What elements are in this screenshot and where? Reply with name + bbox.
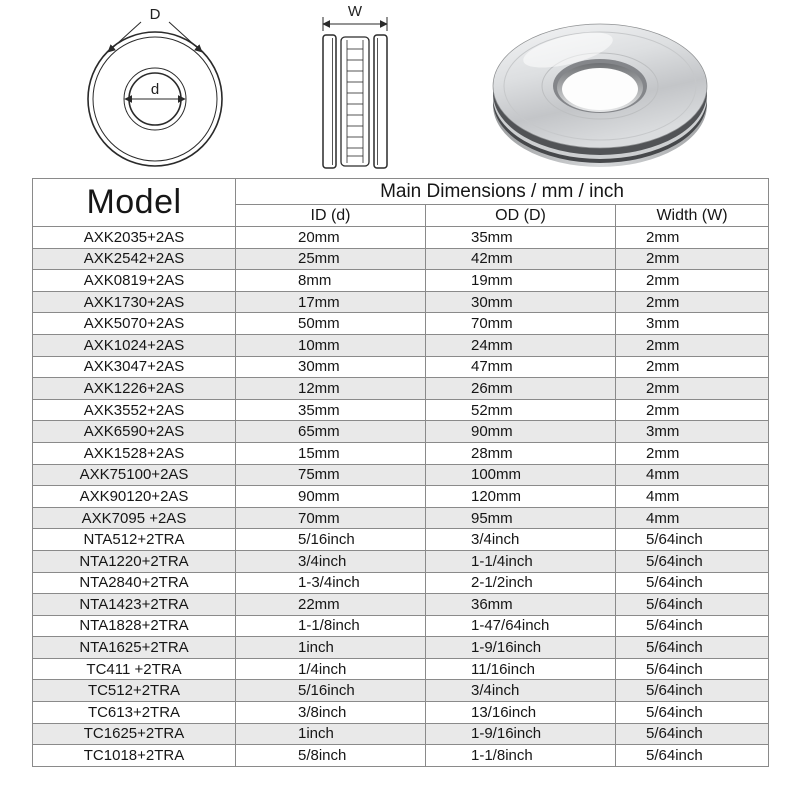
dimension-cell: 5/16inch: [236, 680, 426, 702]
model-cell: AXK1024+2AS: [33, 334, 236, 356]
dimension-cell: 30mm: [426, 291, 616, 313]
dimension-cell: 90mm: [236, 486, 426, 508]
dimension-cell: 75mm: [236, 464, 426, 486]
dimension-cell: 42mm: [426, 248, 616, 270]
dimension-cell: 15mm: [236, 442, 426, 464]
model-cell: NTA2840+2TRA: [33, 572, 236, 594]
table-row: [33, 550, 769, 572]
model-cell: AXK3552+2AS: [33, 399, 236, 421]
dimension-cell: 5/64inch: [616, 637, 769, 659]
dimension-cell: 4mm: [616, 507, 769, 529]
model-cell: AXK1528+2AS: [33, 442, 236, 464]
table-row: [33, 594, 769, 616]
dimension-cell: 5/64inch: [616, 572, 769, 594]
dimension-cell: 17mm: [236, 291, 426, 313]
dimension-cell: 11/16inch: [426, 658, 616, 680]
dimension-cell: 52mm: [426, 399, 616, 421]
table-row: [33, 227, 769, 249]
model-cell: AXK3047+2AS: [33, 356, 236, 378]
table-row: [33, 356, 769, 378]
dimension-cell: 2mm: [616, 378, 769, 400]
dimension-cell: 36mm: [426, 594, 616, 616]
column-header-od: OD (D): [426, 205, 616, 227]
table-row: [33, 507, 769, 529]
bearing-photo: [478, 2, 724, 176]
dimension-cell: 30mm: [236, 356, 426, 378]
dimension-cell: 70mm: [236, 507, 426, 529]
model-cell: NTA1828+2TRA: [33, 615, 236, 637]
dimension-cell: 1-9/16inch: [426, 723, 616, 745]
roller-cage: [341, 37, 369, 166]
dimension-cell: 2mm: [616, 442, 769, 464]
dimension-cell: 1-1/8inch: [426, 745, 616, 767]
model-cell: TC411 +2TRA: [33, 658, 236, 680]
dimension-cell: 1inch: [236, 637, 426, 659]
model-cell: TC1018+2TRA: [33, 745, 236, 767]
dimension-cell: 1-1/8inch: [236, 615, 426, 637]
model-cell: AXK6590+2AS: [33, 421, 236, 443]
model-cell: NTA1220+2TRA: [33, 550, 236, 572]
model-cell: AXK7095 +2AS: [33, 507, 236, 529]
model-header: Model: [33, 179, 236, 227]
dimension-cell: 5/64inch: [616, 658, 769, 680]
dimension-cell: 3/4inch: [236, 550, 426, 572]
table-row: [33, 399, 769, 421]
dimensions-header: Main Dimensions / mm / inch: [236, 179, 769, 205]
model-cell: AXK5070+2AS: [33, 313, 236, 335]
dimension-cell: 2mm: [616, 227, 769, 249]
dimension-cell: 3/4inch: [426, 680, 616, 702]
model-cell: AXK1226+2AS: [33, 378, 236, 400]
dimension-cell: 2mm: [616, 334, 769, 356]
diagram-row: [0, 0, 800, 178]
inner-diameter-label: d: [150, 81, 160, 98]
table-row: [33, 486, 769, 508]
table-row: [33, 464, 769, 486]
dimension-cell: 1-9/16inch: [426, 637, 616, 659]
dimension-cell: 8mm: [236, 270, 426, 292]
dimension-cell: 90mm: [426, 421, 616, 443]
dimension-cell: 100mm: [426, 464, 616, 486]
dimension-cell: 10mm: [236, 334, 426, 356]
model-cell: NTA1625+2TRA: [33, 637, 236, 659]
dimension-cell: 5/64inch: [616, 680, 769, 702]
dimension-cell: 2mm: [616, 291, 769, 313]
table-row: [33, 702, 769, 724]
dimension-cell: 70mm: [426, 313, 616, 335]
outer-diameter-leader-right: [169, 22, 202, 52]
table-row: [33, 680, 769, 702]
dimension-cell: 1-3/4inch: [236, 572, 426, 594]
dimension-cell: 5/64inch: [616, 550, 769, 572]
dimension-cell: 2mm: [616, 248, 769, 270]
dimension-cell: 1-1/4inch: [426, 550, 616, 572]
dimension-cell: 19mm: [426, 270, 616, 292]
table-row: [33, 637, 769, 659]
dimension-cell: 25mm: [236, 248, 426, 270]
dimension-cell: 3mm: [616, 421, 769, 443]
dimension-cell: 4mm: [616, 464, 769, 486]
dimension-cell: 3mm: [616, 313, 769, 335]
dimension-cell: 95mm: [426, 507, 616, 529]
dimension-cell: 24mm: [426, 334, 616, 356]
dimension-cell: 1inch: [236, 723, 426, 745]
bearing-side-view-diagram: [300, 4, 412, 176]
table-row: [33, 723, 769, 745]
model-cell: TC1625+2TRA: [33, 723, 236, 745]
dimension-cell: 3/4inch: [426, 529, 616, 551]
table-row: [33, 615, 769, 637]
dimension-cell: 28mm: [426, 442, 616, 464]
table-row: [33, 658, 769, 680]
dimension-cell: 5/64inch: [616, 745, 769, 767]
model-cell: AXK90120+2AS: [33, 486, 236, 508]
model-cell: TC512+2TRA: [33, 680, 236, 702]
dimension-cell: 35mm: [236, 399, 426, 421]
column-header-width: Width (W): [616, 205, 769, 227]
dimension-cell: 5/64inch: [616, 702, 769, 724]
dimension-cell: 13/16inch: [426, 702, 616, 724]
dimension-cell: 2mm: [616, 270, 769, 292]
washer-left: [323, 35, 336, 168]
dimension-cell: 5/64inch: [616, 723, 769, 745]
spec-table-body: [33, 227, 769, 767]
model-cell: TC613+2TRA: [33, 702, 236, 724]
column-header-id: ID (d): [236, 205, 426, 227]
table-row: [33, 334, 769, 356]
dimension-cell: 5/64inch: [616, 529, 769, 551]
width-label: W: [347, 4, 363, 20]
dimension-cell: 3/8inch: [236, 702, 426, 724]
model-cell: NTA512+2TRA: [33, 529, 236, 551]
dimension-cell: 120mm: [426, 486, 616, 508]
table-row: [33, 248, 769, 270]
dimension-cell: 35mm: [426, 227, 616, 249]
dimension-cell: 5/64inch: [616, 615, 769, 637]
table-row: [33, 291, 769, 313]
model-cell: AXK2542+2AS: [33, 248, 236, 270]
dimension-cell: 26mm: [426, 378, 616, 400]
dimension-cell: 50mm: [236, 313, 426, 335]
spec-table: [32, 178, 769, 767]
washer-right: [374, 35, 387, 168]
dimension-cell: 1-47/64inch: [426, 615, 616, 637]
bearing-front-view-diagram: [70, 4, 242, 176]
dimension-cell: 2-1/2inch: [426, 572, 616, 594]
dimension-cell: 20mm: [236, 227, 426, 249]
dimension-cell: 5/8inch: [236, 745, 426, 767]
table-row: [33, 378, 769, 400]
table-row: [33, 421, 769, 443]
table-row: [33, 313, 769, 335]
dimension-cell: 1/4inch: [236, 658, 426, 680]
table-row: [33, 270, 769, 292]
outer-diameter-leader-left: [108, 22, 141, 52]
table-row: [33, 442, 769, 464]
model-cell: AXK75100+2AS: [33, 464, 236, 486]
model-cell: AXK2035+2AS: [33, 227, 236, 249]
dimension-cell: 65mm: [236, 421, 426, 443]
model-cell: AXK1730+2AS: [33, 291, 236, 313]
dimension-cell: 5/16inch: [236, 529, 426, 551]
dimension-cell: 47mm: [426, 356, 616, 378]
table-row: [33, 529, 769, 551]
dimension-cell: 2mm: [616, 356, 769, 378]
dimension-cell: 5/64inch: [616, 594, 769, 616]
model-cell: NTA1423+2TRA: [33, 594, 236, 616]
outer-diameter-label: D: [149, 6, 161, 23]
dimension-cell: 12mm: [236, 378, 426, 400]
dimension-cell: 4mm: [616, 486, 769, 508]
table-row: [33, 745, 769, 767]
table-row: [33, 572, 769, 594]
dimension-cell: 2mm: [616, 399, 769, 421]
dimension-cell: 22mm: [236, 594, 426, 616]
model-cell: AXK0819+2AS: [33, 270, 236, 292]
